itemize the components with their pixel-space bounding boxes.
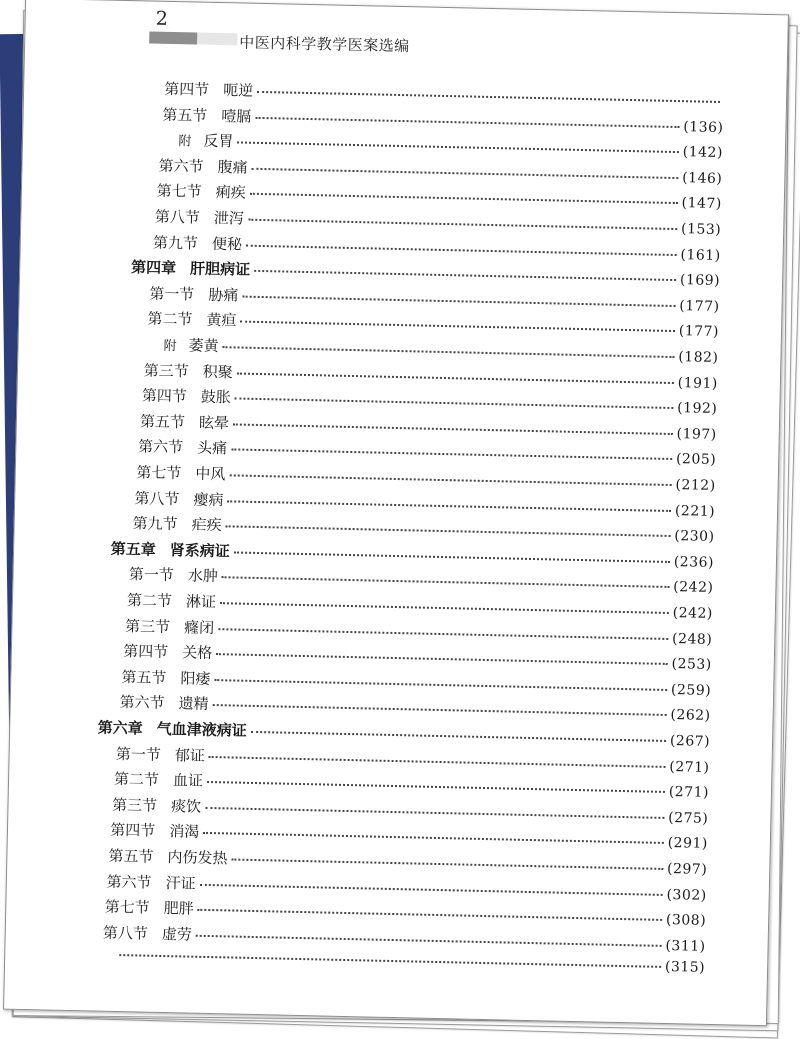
toc-entry-label: 第七节 [156,182,202,202]
dot-leader [226,525,671,537]
toc-page-number: (236) [673,553,715,571]
toc-entry-label: 第七节 [104,897,150,917]
toc-entry-label: 第二节 [113,770,160,790]
dot-leader [218,628,668,640]
toc-entry-title: 瘿病 [193,490,224,509]
toc-entry-title: 郁证 [174,745,206,765]
toc-entry-label: 第五节 [121,667,167,687]
toc-entry-title: 遗精 [178,694,209,714]
toc-entry-title: 气血津液病证 [156,719,247,740]
toc-entry-title: 疟疾 [191,515,222,535]
toc-page-number: (297) [666,861,708,878]
dot-leader [223,346,675,358]
toc-page-number: (192) [676,400,718,418]
toc-entry-label: 第一节 [115,744,162,764]
toc-page-number: (147) [681,195,722,213]
dot-leader [248,219,677,230]
toc-entry-title: 阳痿 [180,669,211,688]
table-of-contents [24,75,786,977]
toc-entry-title: 肝胆病证 [189,259,251,279]
toc-page-number: (230) [674,528,715,546]
dot-leader [252,168,679,179]
toc-page-number: (153) [680,221,722,239]
toc-entry-label: 第五节 [108,846,154,866]
toc-entry-title: 鼓胀 [200,387,232,407]
dot-leader [254,270,676,281]
toc-entry-title: 眩晕 [198,413,230,433]
toc-entry-title: 萎黄 [188,336,219,356]
toc-page-number: (136) [683,118,724,136]
toc-entry-label: 第三节 [111,795,158,815]
dot-leader [234,551,670,563]
toc-page-number: (205) [675,451,717,469]
dot-leader [222,577,669,589]
dot-leader [240,321,674,332]
toc-page-number: (177) [679,297,720,315]
toc-entry-title: 反胃 [203,131,234,151]
toc-entry-label: 附 [163,338,177,355]
dot-leader [231,858,663,869]
page-number: 2 [155,7,169,30]
toc-entry-label: 第二节 [147,309,193,329]
toc-page-number: (315) [664,959,706,977]
toc-page-number: (271) [668,784,710,802]
dot-leader [227,500,671,512]
toc-page-number: (242) [673,579,714,597]
dot-leader [242,295,675,306]
toc-entry-title: 癃闭 [183,618,215,637]
toc-page-number: (169) [679,272,721,290]
toc-entry-label: 第四节 [123,642,169,662]
dot-leader [196,935,662,947]
toc-entry-label: 第二节 [126,591,173,611]
toc-entry-label: 第四章 [130,258,177,278]
toc-page-number: (262) [670,707,711,725]
dot-leader [257,91,720,103]
dot-leader [198,909,662,921]
toc-entry-label: 第八节 [102,923,149,943]
toc-entry-label: 第六节 [119,693,165,713]
toc-entry-title: 痰饮 [170,796,202,816]
dot-leader [214,679,667,691]
toc-entry-title: 头痛 [196,439,228,458]
dot-leader [203,832,663,844]
toc-entry-label: 第四节 [163,79,210,99]
toc-entry-label: 第六节 [137,437,184,457]
toc-page-number: (271) [669,758,710,776]
dot-leader [216,653,667,665]
toc-entry-title: 消渴 [169,822,200,842]
toc-entry-label: 附 [178,134,192,150]
toc-entry-title: 胁痛 [208,285,239,305]
toc-entry-title: 噎膈 [221,106,252,126]
dot-leader [213,704,667,716]
toc-entry-title: 积聚 [202,362,233,381]
dot-leader [255,116,679,127]
toc-entry-label: 第三节 [124,616,171,636]
toc-page-number: (253) [671,656,712,674]
toc-entry-title: 泄泻 [213,208,245,228]
dot-leader [220,602,669,614]
toc-page-number: (302) [666,886,707,904]
toc-entry-title: 呃逆 [222,81,254,100]
toc-page-number: (221) [674,502,716,520]
toc-entry-title: 痢疾 [215,183,246,203]
toc-entry-title: 汗证 [165,873,196,893]
toc-page-number: (197) [676,425,717,443]
toc-entry-label: 第六节 [158,156,204,176]
toc-entry-title: 便秘 [211,234,243,254]
dot-leader [229,474,671,486]
toc-entry-label: 第一节 [149,284,195,304]
dot-leader [200,883,663,895]
toc-entry-title: 肥胖 [163,899,194,918]
book-page [3,0,789,1026]
toc-entry-title: 关格 [182,643,213,663]
toc-entry-label: 第六节 [106,872,152,892]
toc-entry-label: 第九节 [152,233,199,253]
toc-page-number: (291) [667,835,708,853]
toc-entry-title: 腹痛 [217,157,248,177]
toc-entry-label: 第一节 [128,565,175,585]
toc-entry-label: 第八节 [154,207,201,227]
toc-page-number: (242) [672,605,714,622]
toc-page-number: (142) [682,144,724,162]
dot-leader [237,372,674,384]
dot-leader [119,954,661,968]
toc-entry-title: 水肿 [187,566,219,586]
dot-leader [209,756,666,768]
toc-page-number: (212) [675,477,716,494]
dot-leader [233,423,673,435]
dot-leader [246,244,677,255]
toc-entry-label: 第五节 [162,105,208,125]
toc-page-number: (267) [669,733,711,750]
toc-entry-label: 第九节 [132,514,178,534]
dot-leader [250,193,678,204]
toc-page-number: (311) [665,937,706,955]
dot-leader [231,449,672,461]
header-bar [149,32,197,45]
toc-entry-label: 第四节 [110,821,156,841]
toc-entry-title: 血证 [172,771,204,791]
toc-entry-title: 黄疸 [206,311,237,330]
dot-leader [251,731,666,742]
toc-entry-title: 虚劳 [161,924,193,944]
toc-page-number: (259) [670,681,712,699]
toc-page-number: (275) [668,809,709,827]
toc-page-number: (191) [677,374,719,392]
toc-page-number: (177) [678,323,720,341]
dot-leader [205,807,664,819]
dot-leader [207,781,665,793]
toc-entry-title: 淋证 [185,592,217,612]
dot-leader [235,398,673,410]
toc-entry-label: 第六章 [97,718,143,738]
dot-leader [237,142,678,154]
toc-entry-label: 第五节 [139,412,186,432]
header-bar-light [197,33,237,46]
toc-entry-label: 第五章 [110,539,156,559]
toc-entry-label: 第七节 [136,463,182,483]
toc-page-number: (308) [665,912,707,930]
toc-page-number: (146) [682,169,723,187]
book-title: 中医内科学教学医案选编 [239,33,410,56]
toc-entry-label: 第八节 [134,488,180,508]
toc-entry-label: 第三节 [143,361,189,381]
toc-page-number: (182) [678,349,719,366]
toc-entry-title: 肾系病证 [169,540,230,561]
toc-entry-title: 中风 [195,464,226,484]
toc-entry-label: 第四节 [141,386,188,406]
toc-page-number: (248) [671,630,713,648]
toc-page-number: (161) [680,246,721,264]
toc-entry-title: 内伤发热 [167,848,228,868]
